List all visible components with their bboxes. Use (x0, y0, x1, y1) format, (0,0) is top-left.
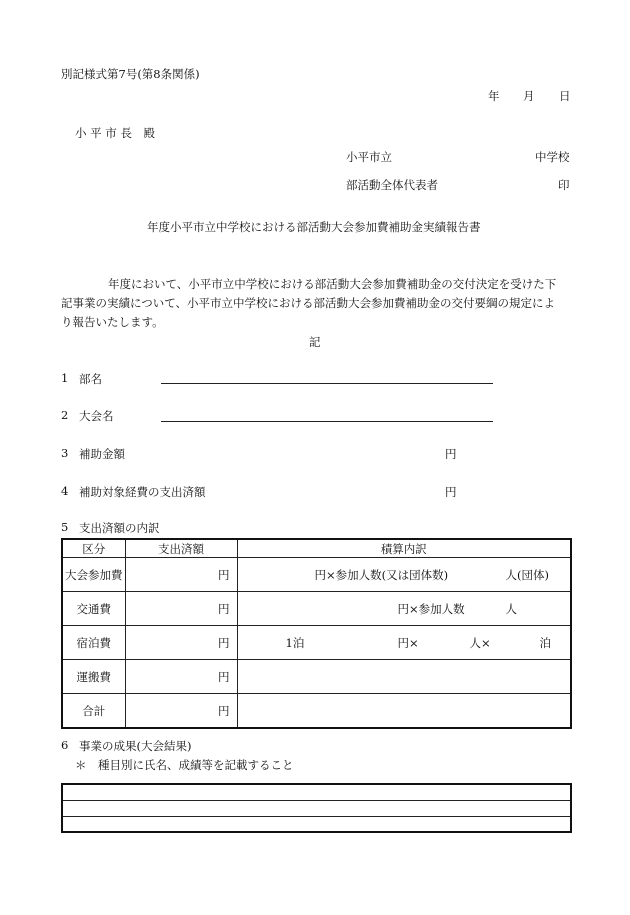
row-amount-unit: 円 (125, 694, 237, 729)
calc-text: 円×参加人数(又は団体数) (314, 568, 449, 582)
row-amount-unit: 円 (125, 660, 237, 694)
ki-mark: 記 (309, 335, 321, 349)
row-calculation (237, 694, 571, 729)
results-rule (63, 816, 570, 817)
header-calculation: 積算内訳 (237, 539, 571, 558)
item-3-num: 3 (61, 446, 69, 460)
representative-label: 部活動全体代表者 (346, 178, 438, 192)
row-calculation (237, 592, 571, 626)
calc-text: 円× (397, 636, 419, 650)
table-row (62, 592, 571, 626)
row-calculation (237, 660, 571, 694)
date-year: 年 (488, 89, 500, 103)
results-rule (63, 800, 570, 801)
calc-text: 人 (505, 602, 517, 616)
item-5-label: 支出済額の内訳 (79, 521, 160, 535)
calc-text: 人(団体) (505, 568, 549, 582)
row-amount-unit: 円 (125, 626, 237, 660)
row-category: 交通費 (62, 592, 125, 626)
results-note: ＊ 種目別に氏名、成績等を記載すること (75, 758, 294, 772)
school-suffix: 中学校 (535, 150, 570, 164)
row-amount-unit: 円 (125, 592, 237, 626)
seal-mark: 印 (558, 178, 570, 192)
expense-breakdown-table (61, 538, 572, 729)
header-category: 区分 (62, 539, 125, 558)
addressee: 小 平 市 長 殿 (75, 126, 155, 140)
header-amount: 支出済額 (125, 539, 237, 558)
row-category: 運搬費 (62, 660, 125, 694)
table-row (62, 660, 571, 694)
results-box (61, 783, 572, 833)
school-prefix: 小平市立 (346, 150, 392, 164)
table-row (62, 694, 571, 729)
item-2-num: 2 (61, 408, 69, 422)
item-5-num: 5 (61, 520, 69, 534)
row-amount-unit: 円 (125, 558, 237, 592)
body-line-2: 記事業の実績について、小平市立中学校における部活動大会参加費補助金の交付要綱の規定によ (61, 296, 556, 310)
date-month: 月 (523, 89, 535, 103)
body-line-3: り報告いたします。 (61, 315, 164, 329)
table-row (62, 558, 571, 592)
table-header-row (62, 539, 571, 558)
row-calculation (237, 626, 571, 660)
form-number: 別記様式第7号(第8条関係) (61, 67, 200, 81)
item-1-label: 部名 (79, 372, 102, 386)
club-name-line (161, 383, 493, 384)
row-category: 大会参加費 (62, 558, 125, 592)
item-4-unit: 円 (445, 485, 457, 499)
item-6-label: 事業の成果(大会結果) (79, 739, 192, 753)
item-2-label: 大会名 (79, 409, 114, 423)
item-6-num: 6 (61, 738, 69, 752)
document-title: 年度小平市立中学校における部活動大会参加費補助金実績報告書 (147, 220, 481, 234)
item-4-num: 4 (61, 484, 69, 498)
item-4-label: 補助対象経費の支出済額 (79, 485, 206, 499)
row-category: 宿泊費 (62, 626, 125, 660)
item-3-label: 補助金額 (79, 447, 125, 461)
row-category: 合計 (62, 694, 125, 729)
item-3-unit: 円 (445, 447, 457, 461)
calc-text: 円×参加人数 (397, 602, 465, 616)
item-1-num: 1 (61, 371, 69, 385)
tournament-name-line (161, 421, 493, 422)
calc-text: 泊 (539, 636, 551, 650)
date-day: 日 (559, 89, 571, 103)
calc-text: 人× (469, 636, 491, 650)
row-calculation (237, 558, 571, 592)
body-line-1: 年度において、小平市立中学校における部活動大会参加費補助金の交付決定を受けた下 (108, 277, 557, 291)
table-row (62, 626, 571, 660)
calc-text: 1泊 (285, 636, 305, 650)
